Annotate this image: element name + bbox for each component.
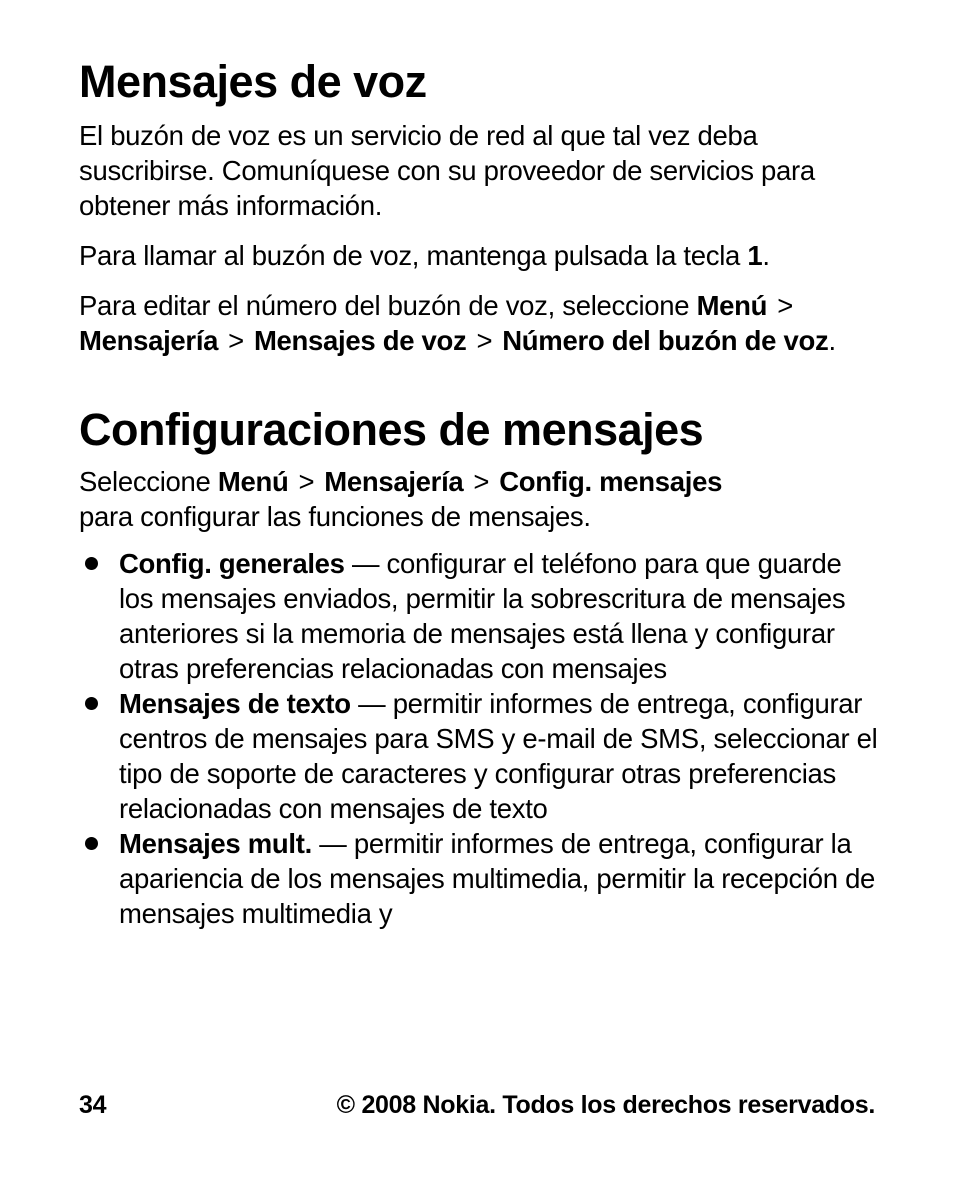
- section-title-message-settings: Configuraciones de mensajes: [79, 404, 704, 455]
- list-item-dash: —: [311, 828, 354, 859]
- path-separator: >: [228, 325, 244, 356]
- menu-path-item: Mensajería: [324, 466, 464, 497]
- path-separator: >: [473, 466, 490, 497]
- copyright-notice: © 2008 Nokia. Todos los derechos reservados.: [336, 1091, 875, 1119]
- call-instruction-end: .: [762, 240, 770, 271]
- list-item-description: configurar el teléfono para que guarde los mensajes enviados, permitir la sobrescritura de mensajes anteriores si la memoria de mensajes está llena y configurar otras preferencias relacionadas con mensajes: [119, 548, 846, 684]
- edit-instruction-end: .: [828, 325, 836, 356]
- intro-end: para configurar las funciones de mensajes.: [79, 501, 591, 532]
- list-item: [79, 826, 879, 931]
- list-item-description: permitir informes de entrega, configurar la apariencia de los mensajes multimedia, permitir la recepción de mensajes multimedia y: [119, 828, 876, 929]
- path-separator: >: [777, 290, 793, 321]
- section-title-voice-messages: Mensajes de voz: [79, 56, 427, 107]
- edit-instruction-text: Para editar el número del buzón de voz, seleccione: [79, 290, 697, 321]
- voice-mail-edit-instruction: [79, 288, 879, 358]
- list-item-term: Mensajes mult.: [119, 828, 312, 859]
- list-item-description: permitir informes de entrega, configurar centros de mensajes para SMS y e-mail de SMS, seleccionar el tipo de soporte de caracteres y configurar otras preferencias relacionadas con mensajes de texto: [119, 688, 878, 824]
- list-item-term: Mensajes de texto: [119, 688, 351, 719]
- voice-mail-description: El buzón de voz es un servicio de red al que tal vez deba suscribirse. Comuníquese con su proveedor de servicios para obtener más información.: [79, 120, 815, 221]
- intro-text: Seleccione: [79, 466, 218, 497]
- menu-path-item: Config. mensajes: [499, 466, 723, 497]
- list-item: [79, 546, 879, 686]
- key-label: 1: [747, 240, 763, 271]
- bullet-icon: [85, 557, 98, 570]
- list-item-dash: —: [344, 548, 387, 579]
- list-item-term: Config. generales: [119, 548, 345, 579]
- list-item: [79, 686, 879, 826]
- settings-list: [79, 546, 879, 931]
- page-number: 34: [79, 1091, 107, 1119]
- menu-path-item: Número del buzón de voz: [502, 325, 829, 356]
- voice-mail-call-instruction: [79, 238, 879, 273]
- menu-path-item: Menú: [696, 290, 768, 321]
- bullet-icon: [85, 697, 98, 710]
- list-item-dash: —: [350, 688, 393, 719]
- path-separator: >: [298, 466, 315, 497]
- call-instruction-text: Para llamar al buzón de voz, mantenga pulsada la tecla: [79, 240, 748, 271]
- message-settings-intro: [79, 464, 879, 534]
- bullet-icon: [85, 837, 98, 850]
- page-content: [79, 52, 879, 931]
- menu-path-item: Mensajes de voz: [253, 325, 467, 356]
- menu-path-item: Mensajería: [79, 325, 219, 356]
- menu-path-item: Menú: [217, 466, 289, 497]
- path-separator: >: [476, 325, 493, 356]
